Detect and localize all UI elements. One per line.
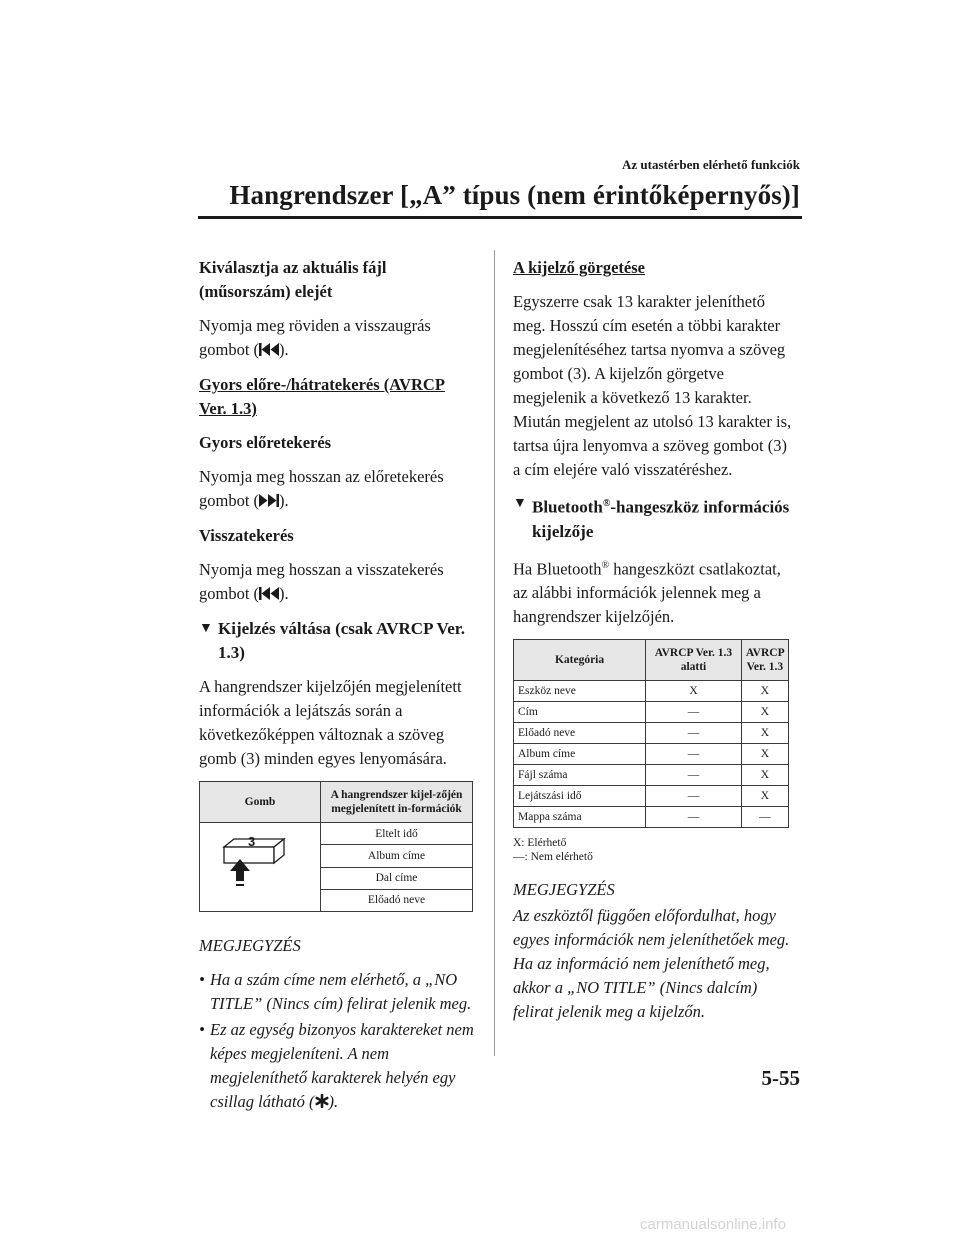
- table-header-button: Gomb: [200, 782, 321, 823]
- table-header-display-info: A hangrendszer kijel-zőjén megjelenített in-formációk: [321, 782, 473, 823]
- heading-display-switch: ▼ Kijelzés váltása (csak AVRCP Ver. 1.3): [199, 617, 475, 665]
- table-row: Lejátszási idő — X: [514, 786, 789, 807]
- display-info-table: [199, 781, 473, 912]
- bt-info-table: [513, 639, 789, 828]
- heading-fast-ff-rew: Gyors előre-/hátratekerés (AVRCP Ver. 1.3): [199, 375, 445, 418]
- watermark: carmanualsonline.info: [640, 1216, 786, 1233]
- heading-rewind: Visszatekerés: [199, 526, 294, 545]
- table-row: Album címe — X: [514, 744, 789, 765]
- paragraph-display-switch: A hangrendszer kijelzőjén megjelenített információk a lejátszás során a következőképpen változnak a szöveg gomb (3) minden egyes lenyomására.: [199, 677, 462, 768]
- table-row: Dal címe: [321, 867, 473, 889]
- page-title: Hangrendszer [„A” típus (nem érintőképernyős)]: [229, 180, 800, 210]
- note-title: MEGJEGYZÉS: [513, 880, 615, 900]
- legend-unavailable: —: Nem elérhető: [513, 851, 593, 864]
- page-number: 5-55: [761, 1066, 800, 1090]
- table-legend: [513, 836, 793, 864]
- table-row: Eltelt idő: [321, 823, 473, 845]
- table-row: Fájl száma — X: [514, 765, 789, 786]
- left-column: [199, 256, 475, 1117]
- paragraph-fast-forward: Nyomja meg hosszan az előretekerés gombot ( ).: [199, 465, 475, 514]
- note-bullet: • Ez az egység bizonyos karaktereket nem képes megjeleníteni. A nem megjeleníthető karakterek helyén egy csillag látható ( ).: [199, 1018, 475, 1115]
- table-header-category: Kategória: [514, 640, 646, 681]
- note-bullet: • Ha a szám címe nem elérhető, a „NO TITLE” (Nincs cím) felirat jelenik meg.: [199, 970, 472, 1013]
- table-row: Előadó neve: [321, 889, 473, 911]
- right-column: [513, 256, 793, 1024]
- button-number-label: 3: [248, 834, 256, 849]
- table-header-avrcp-13: AVRCP Ver. 1.3: [741, 640, 788, 681]
- legend-available: X: Elérhető: [513, 837, 567, 850]
- triangle-down-icon: ▼: [513, 496, 527, 511]
- asterisk-icon: [315, 1091, 329, 1115]
- heading-fast-forward: Gyors előretekerés: [199, 433, 332, 452]
- heading-select-track-start: Kiválasztja az aktuális fájl (műsorszám) elejét: [199, 258, 387, 301]
- paragraph-skip-back: Nyomja meg röviden a visszaugrás gombot ( ).: [199, 314, 475, 363]
- skip-forward-icon: [259, 490, 279, 514]
- skip-back-icon: [259, 583, 279, 607]
- table-header-avrcp-below: AVRCP Ver. 1.3 alatti: [646, 640, 742, 681]
- heading-bt-info-display: ▼ Bluetooth®-hangeszköz információs kijelzője: [513, 492, 793, 544]
- note-text: Az eszköztől függően előfordulhat, hogy egyes információk nem jeleníthetőek meg. Ha az információ nem jeleníthető meg, akkor a „NO TITLE” (Nincs dalcím) felirat jelenik meg a kijelzőn.: [513, 906, 790, 1022]
- header-rule: [198, 216, 802, 219]
- table-row: Mappa száma — —: [514, 807, 789, 828]
- paragraph-display-scroll: Egyszerre csak 13 karakter jeleníthető meg. Hosszú cím esetén a többi karakter megjelenítéséhez tartsa nyomva a szöveg gombot (3). A kijelzőn görgetve megjelenik a következő 13 karakter. Miután megjelent az utolsó 13 karakter is, tartsa újra lenyomva a szöveg gombot (3) a cím elejére való visszatéréshez.: [513, 292, 792, 479]
- column-divider: [494, 250, 495, 1056]
- section-title: Az utastérben elérhető funkciók: [621, 157, 800, 172]
- table-row: Cím — X: [514, 702, 789, 723]
- paragraph-bt-info: Ha Bluetooth® hangeszközt csatlakoztat, az alábbi információk jelennek meg a hangrendszer kijelzőjén.: [513, 559, 781, 627]
- table-row: Előadó neve — X: [514, 723, 789, 744]
- skip-back-icon: [259, 339, 279, 363]
- triangle-down-icon: ▼: [199, 621, 213, 636]
- heading-display-scroll: A kijelző görgetése: [513, 258, 645, 277]
- text-button-illustration: [200, 823, 321, 912]
- table-row: Album címe: [321, 845, 473, 867]
- paragraph-rewind: Nyomja meg hosszan a visszatekerés gombot ( ).: [199, 558, 475, 607]
- table-row: Eszköz neve X X: [514, 681, 789, 702]
- note-title: MEGJEGYZÉS: [199, 936, 301, 955]
